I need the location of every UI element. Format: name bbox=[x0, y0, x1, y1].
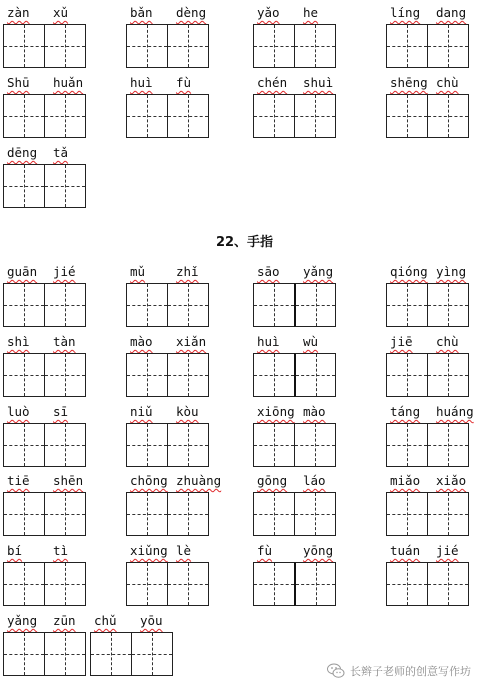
pinyin-row bbox=[126, 542, 218, 562]
writing-cell[interactable] bbox=[386, 423, 428, 467]
pinyin-first: xiǔng bbox=[130, 543, 168, 558]
writing-cell[interactable] bbox=[427, 94, 469, 138]
pinyin-row bbox=[386, 333, 478, 353]
writing-grid bbox=[126, 492, 218, 536]
word-item bbox=[126, 74, 218, 138]
writing-cell[interactable] bbox=[44, 492, 86, 536]
writing-cell[interactable] bbox=[3, 562, 45, 606]
word-item bbox=[253, 263, 345, 327]
writing-grid bbox=[386, 423, 478, 467]
pinyin-first: huì bbox=[130, 75, 153, 90]
pinyin-row bbox=[3, 4, 95, 24]
pinyin-first: xiōng bbox=[257, 404, 295, 419]
pinyin-second: yǎng bbox=[303, 264, 334, 279]
pinyin-second: he bbox=[303, 5, 319, 20]
writing-cell[interactable] bbox=[167, 492, 209, 536]
pinyin-first: táng bbox=[390, 404, 421, 419]
pinyin-row bbox=[90, 612, 182, 632]
pinyin-first: líng bbox=[390, 5, 421, 20]
word-item bbox=[126, 333, 218, 397]
pinyin-first: tuán bbox=[390, 543, 421, 558]
writing-cell[interactable] bbox=[167, 353, 209, 397]
writing-cell[interactable] bbox=[44, 164, 86, 208]
writing-grid bbox=[386, 353, 478, 397]
pinyin-second: mào bbox=[303, 404, 326, 419]
word-item bbox=[3, 612, 95, 676]
writing-cell[interactable] bbox=[294, 283, 336, 327]
writing-grid bbox=[3, 164, 95, 208]
word-item bbox=[386, 333, 478, 397]
pinyin-second: yìng bbox=[436, 264, 467, 279]
pinyin-row bbox=[126, 333, 218, 353]
wechat-icon bbox=[327, 663, 345, 679]
pinyin-row bbox=[126, 403, 218, 423]
word-item bbox=[253, 4, 345, 68]
writing-grid bbox=[126, 24, 218, 68]
pinyin-row bbox=[386, 4, 478, 24]
pinyin-row bbox=[386, 74, 478, 94]
pinyin-first: chén bbox=[257, 75, 288, 90]
writing-grid bbox=[253, 353, 345, 397]
pinyin-row bbox=[126, 4, 218, 24]
writing-cell[interactable] bbox=[253, 562, 295, 606]
pinyin-row bbox=[253, 403, 345, 423]
writing-grid bbox=[3, 24, 95, 68]
word-item bbox=[386, 74, 478, 138]
pinyin-second: jié bbox=[53, 264, 76, 279]
pinyin-second: xiǎn bbox=[176, 334, 207, 349]
pinyin-first: miǎo bbox=[390, 473, 421, 488]
word-item bbox=[3, 472, 95, 536]
pinyin-row bbox=[3, 263, 95, 283]
word-item bbox=[386, 472, 478, 536]
writing-cell[interactable] bbox=[3, 283, 45, 327]
writing-cell[interactable] bbox=[126, 353, 168, 397]
pinyin-row bbox=[126, 263, 218, 283]
writing-cell[interactable] bbox=[386, 24, 428, 68]
writing-grid bbox=[386, 492, 478, 536]
pinyin-first: shì bbox=[7, 334, 30, 349]
pinyin-second: zhuàng bbox=[176, 473, 222, 488]
writing-cell[interactable] bbox=[427, 283, 469, 327]
pinyin-row bbox=[3, 542, 95, 562]
writing-cell[interactable] bbox=[386, 562, 428, 606]
pinyin-second: chù bbox=[436, 75, 459, 90]
writing-grid bbox=[3, 632, 95, 676]
word-item bbox=[386, 542, 478, 606]
pinyin-second: tǎ bbox=[53, 145, 69, 160]
pinyin-row bbox=[386, 263, 478, 283]
writing-cell[interactable] bbox=[253, 492, 295, 536]
writing-grid bbox=[3, 94, 95, 138]
writing-cell[interactable] bbox=[294, 562, 336, 606]
word-item bbox=[253, 333, 345, 397]
pinyin-row bbox=[253, 4, 345, 24]
writing-cell[interactable] bbox=[3, 24, 45, 68]
writing-grid bbox=[126, 423, 218, 467]
writing-cell[interactable] bbox=[167, 94, 209, 138]
writing-grid bbox=[386, 562, 478, 606]
writing-cell[interactable] bbox=[427, 562, 469, 606]
pinyin-second: sī bbox=[53, 404, 69, 419]
writing-cell[interactable] bbox=[427, 423, 469, 467]
pinyin-second: kòu bbox=[176, 404, 199, 419]
writing-grid bbox=[126, 353, 218, 397]
pinyin-row bbox=[253, 333, 345, 353]
pinyin-first: mǔ bbox=[130, 264, 146, 279]
writing-cell[interactable] bbox=[294, 353, 336, 397]
pinyin-second: yōng bbox=[303, 543, 334, 558]
writing-grid bbox=[386, 24, 478, 68]
writing-cell[interactable] bbox=[44, 423, 86, 467]
word-item bbox=[3, 4, 95, 68]
writing-grid bbox=[386, 94, 478, 138]
word-item bbox=[3, 144, 95, 208]
writing-cell[interactable] bbox=[386, 492, 428, 536]
pinyin-first: qióng bbox=[390, 264, 428, 279]
pinyin-second: xiǎo bbox=[436, 473, 467, 488]
pinyin-second: zhǐ bbox=[176, 264, 199, 279]
writing-cell[interactable] bbox=[126, 492, 168, 536]
writing-cell[interactable] bbox=[386, 94, 428, 138]
pinyin-second: tì bbox=[53, 543, 69, 558]
pinyin-second: zūn bbox=[53, 613, 76, 628]
pinyin-first: bǎn bbox=[130, 5, 153, 20]
pinyin-first: mào bbox=[130, 334, 153, 349]
writing-cell[interactable] bbox=[253, 94, 295, 138]
writing-cell[interactable] bbox=[253, 353, 295, 397]
writing-cell[interactable] bbox=[90, 632, 132, 676]
pinyin-row bbox=[3, 74, 95, 94]
pinyin-second: shuì bbox=[303, 75, 334, 90]
word-item bbox=[126, 472, 222, 536]
writing-grid bbox=[3, 353, 95, 397]
pinyin-first: jiē bbox=[390, 334, 413, 349]
pinyin-second: fù bbox=[176, 75, 192, 90]
writing-cell[interactable] bbox=[253, 283, 295, 327]
word-item bbox=[253, 74, 345, 138]
writing-cell[interactable] bbox=[131, 632, 173, 676]
pinyin-row bbox=[126, 472, 222, 492]
writing-cell[interactable] bbox=[126, 94, 168, 138]
word-item bbox=[3, 74, 95, 138]
pinyin-first: dēng bbox=[7, 145, 38, 160]
writing-grid bbox=[3, 423, 95, 467]
writing-grid bbox=[253, 492, 345, 536]
writing-cell[interactable] bbox=[126, 423, 168, 467]
word-item bbox=[3, 403, 95, 467]
pinyin-first: tiē bbox=[7, 473, 30, 488]
pinyin-second: chù bbox=[436, 334, 459, 349]
pinyin-first: yǎng bbox=[7, 613, 38, 628]
writing-cell[interactable] bbox=[427, 24, 469, 68]
writing-cell[interactable] bbox=[44, 632, 86, 676]
writing-cell[interactable] bbox=[294, 24, 336, 68]
pinyin-second: shēn bbox=[53, 473, 84, 488]
pinyin-row bbox=[253, 263, 345, 283]
pinyin-second: jié bbox=[436, 543, 459, 558]
pinyin-second: láo bbox=[303, 473, 326, 488]
writing-cell[interactable] bbox=[44, 562, 86, 606]
pinyin-first: zàn bbox=[7, 5, 30, 20]
writing-cell[interactable] bbox=[167, 423, 209, 467]
pinyin-row bbox=[253, 74, 345, 94]
lesson-title: 22、手指 bbox=[215, 235, 274, 250]
writing-cell[interactable] bbox=[44, 283, 86, 327]
word-item bbox=[126, 403, 218, 467]
writing-grid bbox=[253, 94, 345, 138]
pinyin-first: chǔ bbox=[94, 613, 117, 628]
writing-cell[interactable] bbox=[3, 492, 45, 536]
pinyin-second: huǎn bbox=[53, 75, 84, 90]
pinyin-second: wù bbox=[303, 334, 319, 349]
writing-grid bbox=[126, 94, 218, 138]
word-item bbox=[126, 263, 218, 327]
footer-watermark bbox=[327, 663, 471, 679]
writing-grid bbox=[3, 283, 95, 327]
pinyin-first: sāo bbox=[257, 264, 280, 279]
pinyin-second: xǔ bbox=[53, 5, 69, 20]
word-item bbox=[3, 542, 95, 606]
writing-grid bbox=[3, 492, 95, 536]
writing-grid bbox=[386, 283, 478, 327]
word-item bbox=[90, 612, 182, 676]
word-item bbox=[253, 542, 345, 606]
pinyin-second: lè bbox=[176, 543, 192, 558]
pinyin-first: yǎo bbox=[257, 5, 280, 20]
writing-cell[interactable] bbox=[386, 353, 428, 397]
pinyin-second: dang bbox=[436, 5, 467, 20]
writing-cell[interactable] bbox=[427, 353, 469, 397]
writing-cell[interactable] bbox=[294, 492, 336, 536]
pinyin-row bbox=[3, 472, 95, 492]
pinyin-row bbox=[3, 333, 95, 353]
pinyin-second: tàn bbox=[53, 334, 76, 349]
pinyin-first: chōng bbox=[130, 473, 168, 488]
writing-cell[interactable] bbox=[294, 94, 336, 138]
word-item bbox=[126, 4, 218, 68]
pinyin-first: luò bbox=[7, 404, 30, 419]
writing-cell[interactable] bbox=[3, 423, 45, 467]
writing-cell[interactable] bbox=[126, 283, 168, 327]
word-item bbox=[126, 542, 218, 606]
pinyin-row bbox=[386, 403, 478, 423]
writing-cell[interactable] bbox=[253, 24, 295, 68]
writing-cell[interactable] bbox=[126, 562, 168, 606]
pinyin-row bbox=[126, 74, 218, 94]
writing-cell[interactable] bbox=[3, 164, 45, 208]
writing-grid bbox=[253, 423, 345, 467]
pinyin-first: fù bbox=[257, 543, 273, 558]
word-item bbox=[3, 263, 95, 327]
pinyin-row bbox=[253, 542, 345, 562]
pinyin-first: Shū bbox=[7, 75, 30, 90]
pinyin-first: niǔ bbox=[130, 404, 153, 419]
writing-cell[interactable] bbox=[126, 24, 168, 68]
writing-cell[interactable] bbox=[44, 94, 86, 138]
writing-grid bbox=[126, 283, 218, 327]
pinyin-second: dèng bbox=[176, 5, 207, 20]
pinyin-second: yōu bbox=[140, 613, 163, 628]
writing-grid bbox=[253, 562, 345, 606]
pinyin-row bbox=[253, 472, 345, 492]
writing-grid bbox=[90, 632, 182, 676]
writing-cell[interactable] bbox=[386, 283, 428, 327]
writing-cell[interactable] bbox=[167, 24, 209, 68]
pinyin-first: bí bbox=[7, 543, 23, 558]
watermark-text: 长辫子老师的创意写作坊 bbox=[350, 665, 471, 678]
pinyin-first: shēng bbox=[390, 75, 428, 90]
writing-grid bbox=[3, 562, 95, 606]
word-item bbox=[386, 4, 478, 68]
word-item bbox=[386, 263, 478, 327]
word-item bbox=[386, 403, 478, 467]
writing-cell[interactable] bbox=[3, 94, 45, 138]
writing-cell[interactable] bbox=[167, 562, 209, 606]
pinyin-row bbox=[3, 403, 95, 423]
writing-grid bbox=[126, 562, 218, 606]
pinyin-second: huáng bbox=[436, 404, 474, 419]
word-item bbox=[253, 472, 345, 536]
writing-cell[interactable] bbox=[294, 423, 336, 467]
writing-cell[interactable] bbox=[44, 353, 86, 397]
pinyin-row bbox=[3, 612, 95, 632]
pinyin-first: guān bbox=[7, 264, 38, 279]
writing-cell[interactable] bbox=[427, 492, 469, 536]
writing-cell[interactable] bbox=[167, 283, 209, 327]
pinyin-row bbox=[386, 542, 478, 562]
pinyin-first: gōng bbox=[257, 473, 288, 488]
pinyin-row bbox=[386, 472, 478, 492]
writing-cell[interactable] bbox=[3, 353, 45, 397]
word-item bbox=[253, 403, 345, 467]
writing-cell[interactable] bbox=[3, 632, 45, 676]
pinyin-row bbox=[3, 144, 95, 164]
writing-grid bbox=[253, 24, 345, 68]
pinyin-first: huì bbox=[257, 334, 280, 349]
writing-grid bbox=[253, 283, 345, 327]
writing-cell[interactable] bbox=[253, 423, 295, 467]
word-item bbox=[3, 333, 95, 397]
writing-cell[interactable] bbox=[44, 24, 86, 68]
